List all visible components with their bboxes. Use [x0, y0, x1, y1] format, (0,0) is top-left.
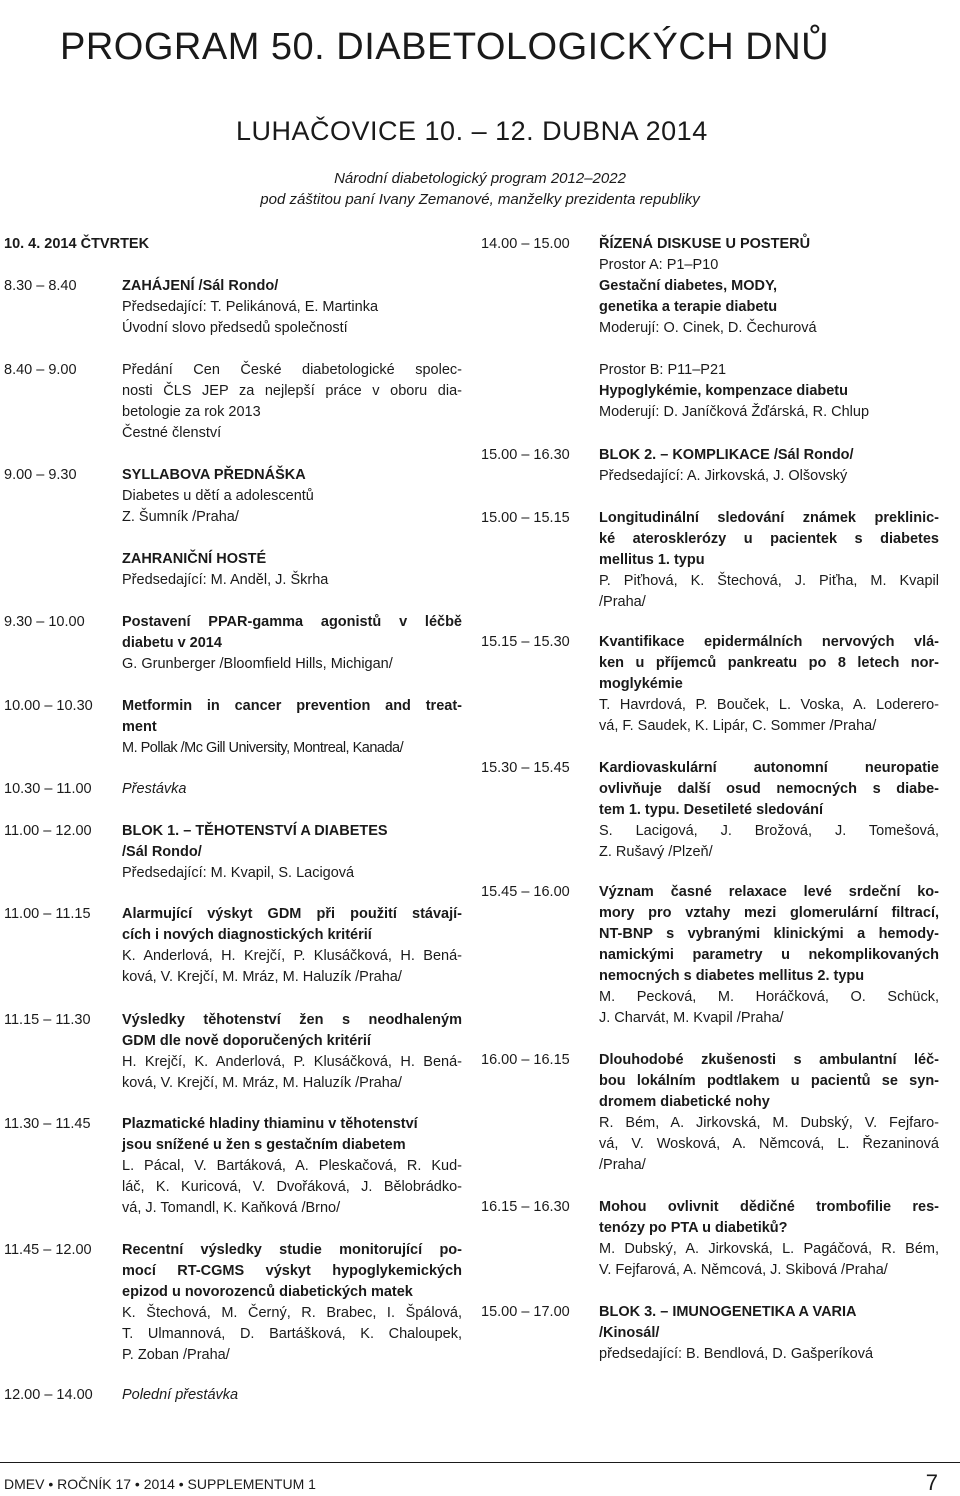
talk-title: mellitus 1. typu	[599, 552, 705, 568]
talk-title: ment	[122, 719, 157, 735]
talk-authors: P. Piťhová, K. Štechová, J. Piťha, M. Kvapil	[599, 573, 939, 589]
talk-title: tem 1. typu. Desetileté sledování	[599, 802, 824, 818]
session-body	[122, 360, 462, 444]
poster-topic: genetika a terapie diabetu	[599, 299, 778, 315]
talk-title: Kardiovaskulární autonomní neuropatie	[599, 760, 939, 776]
talk-body	[122, 904, 462, 988]
block-title: BLOK 2. – KOMPLIKACE /Sál Rondo/	[599, 447, 854, 463]
talk-time: 11.45 – 12.00	[4, 1242, 92, 1258]
talk-body	[599, 508, 939, 613]
block-chairs: Předsedající: M. Kvapil, S. Lacigová	[122, 865, 355, 881]
session-time: 8.40 – 9.00	[4, 362, 77, 378]
talk-title: ken u příjemců pankreatu po 8 letech nor-	[599, 655, 939, 671]
talk-authors: vá, J. Tomandl, K. Kaňková /Brno/	[122, 1200, 341, 1216]
talk-title: ovlivňuje další osud nemocných s diabe-	[599, 781, 939, 797]
talk-title: Metformin in cancer prevention and treat-	[122, 698, 462, 714]
talk-time: 10.00 – 10.30	[4, 698, 93, 714]
session-title: ŘÍZENÁ DISKUSE U POSTERŮ	[599, 236, 811, 252]
poster-topic: Gestační diabetes, MODY,	[599, 278, 778, 294]
session-time: 11.00 – 12.00	[4, 823, 92, 839]
talk-title: jsou snížené u žen s gestačním diabetem	[122, 1137, 406, 1153]
talk-time: 11.15 – 11.30	[4, 1012, 91, 1028]
session-body	[599, 234, 939, 423]
session-text: nosti ČLS JEP za nejlepší práce v oboru dia-	[122, 383, 462, 399]
talk-time: 15.30 – 15.45	[481, 760, 570, 776]
talk-authors: vá, F. Saudek, K. Lipár, C. Sommer /Praha/	[599, 718, 877, 734]
session-body	[122, 779, 462, 800]
talk-title: Výsledky těhotenství žen s neodhaleným	[122, 1012, 462, 1028]
page-subtitle: LUHAČOVICE 10. – 12. DUBNA 2014	[236, 116, 708, 146]
talk-title: Mohou ovlivnit dědičné trombofilie res-	[599, 1199, 939, 1215]
talk-time: 15.00 – 15.15	[481, 510, 570, 526]
talk-authors: V. Fejfarová, A. Němcová, J. Skibová /Praha/	[599, 1262, 888, 1278]
talk-body	[122, 612, 462, 675]
talk-title: Recentní výsledky studie monitorující po-	[122, 1242, 462, 1258]
talk-title: epizod u novorozenců diabetických matek	[122, 1284, 413, 1300]
session-body	[122, 1385, 462, 1406]
talk-time: 9.30 – 10.00	[4, 614, 85, 630]
session-time: 15.00 – 16.30	[481, 447, 570, 463]
session-authors: Z. Šumník /Praha/	[122, 509, 239, 525]
talk-authors: H. Krejčí, K. Anderlová, P. Klusáčková, H. Bená-	[122, 1054, 462, 1070]
talk-body	[122, 1010, 462, 1094]
day-title: 10. 4. 2014 ČTVRTEK	[4, 236, 150, 252]
talk-body	[599, 1050, 939, 1176]
talk-title: bou lokálním podtlakem u pacientů se syn-	[599, 1073, 939, 1089]
talk-authors: láč, K. Kuricová, V. Dvořáková, J. Bělobrádko-	[122, 1179, 462, 1195]
talk-authors: K. Štechová, M. Černý, R. Brabec, I. Špálová,	[122, 1305, 462, 1321]
block-title: BLOK 3. – IMUNOGENETIKA A VARIA	[599, 1304, 857, 1320]
poster-moderators: Moderují: O. Cinek, D. Čechurová	[599, 320, 817, 336]
talk-title: ké aterosklerózy u pacientek s diabetes	[599, 531, 939, 547]
block-room: /Kinosál/	[599, 1325, 660, 1341]
session-body	[599, 1302, 939, 1365]
patronage-line: pod záštitou paní Ivany Zemanové, manželky prezidenta republiky	[260, 191, 700, 208]
talk-authors: R. Bém, A. Jirkovská, M. Dubský, V. Fejfaro-	[599, 1115, 939, 1131]
talk-authors: T. Ulmannová, D. Bartášková, K. Chaloupek,	[122, 1326, 462, 1342]
talk-title: diabetu v 2014	[122, 635, 222, 651]
talk-title: moglykémie	[599, 676, 683, 692]
talk-time: 16.15 – 16.30	[481, 1199, 570, 1215]
session-time: 12.00 – 14.00	[4, 1387, 93, 1403]
talk-authors: J. Charvát, M. Kvapil /Praha/	[599, 1010, 784, 1026]
talk-title: tenózy po PTA u diabetiků?	[599, 1220, 788, 1236]
poster-moderators: Moderují: D. Janíčková Žďárská, R. Chlup	[599, 404, 870, 420]
talk-time: 11.00 – 11.15	[4, 906, 91, 922]
block-chairs: předsedající: B. Bendlová, D. Gašperíková	[599, 1346, 874, 1362]
talk-title: Longitudinální sledování známek preklinic-	[599, 510, 939, 526]
talk-body	[599, 882, 939, 1029]
journal-citation: DMEV • ROČNÍK 17 • 2014 • SUPPLEMENTUM 1	[4, 1476, 316, 1492]
talk-title: mocí RT-CGMS výskyt hypoglykemických	[122, 1263, 462, 1279]
talk-title: dromem diabetické nohy	[599, 1094, 770, 1110]
session-chairs: Předsedající: T. Pelikánová, E. Martinka	[122, 299, 379, 315]
session-note: Úvodní slovo předsedů společností	[122, 320, 348, 336]
session-text: betologie za rok 2013	[122, 404, 261, 420]
session-body	[599, 445, 939, 487]
talk-authors: M. Pecková, M. Horáčková, O. Schück,	[599, 989, 939, 1005]
session-body	[122, 821, 462, 884]
talk-body	[122, 1114, 462, 1219]
session-time: 15.00 – 17.00	[481, 1304, 570, 1320]
talk-body	[599, 758, 939, 863]
talk-title: cích i nových diagnostických kritérií	[122, 927, 372, 943]
session-title: SYLLABOVA PŘEDNÁŠKA	[122, 467, 306, 483]
talk-title: mory pro vztahy mezi glomerulární filtrací,	[599, 905, 939, 921]
talk-authors: vá, V. Wosková, A. Němcová, L. Řezaninová	[599, 1136, 939, 1152]
block-title: BLOK 1. – TĚHOTENSTVÍ A DIABETES	[122, 823, 388, 839]
page-number: 7	[925, 1470, 938, 1495]
talk-authors: M. Dubský, A. Jirkovská, L. Pagáčová, R. Bém,	[599, 1241, 939, 1257]
talk-title: Alarmující výskyt GDM při použití stávají-	[122, 906, 462, 922]
talk-time: 16.00 – 16.15	[481, 1052, 570, 1068]
talk-authors: ková, V. Krejčí, M. Mráz, M. Haluzík /Praha/	[122, 1075, 402, 1091]
talk-title: GDM dle nově doporučených kritérií	[122, 1033, 371, 1049]
talk-body	[122, 696, 462, 759]
talk-authors: L. Pácal, V. Bartáková, A. Pleskačová, R. Kud-	[122, 1158, 462, 1174]
poster-room: Prostor B: P11–P21	[599, 362, 727, 378]
talk-title: nemocných s diabetes mellitus 2. typu	[599, 968, 865, 984]
talk-authors: /Praha/	[599, 1157, 646, 1173]
session-title: ZAHÁJENÍ /Sál Rondo/	[122, 278, 279, 294]
break-label: Přestávka	[122, 781, 187, 797]
session-title: ZAHRANIČNÍ HOSTÉ	[122, 551, 267, 567]
talk-time: 15.45 – 16.00	[481, 884, 570, 900]
session-chairs: Předsedající: M. Anděl, J. Škrha	[122, 572, 329, 588]
page-title: PROGRAM 50. DIABETOLOGICKÝCH DNŮ	[60, 26, 830, 68]
talk-time: 11.30 – 11.45	[4, 1116, 91, 1132]
talk-authors: K. Anderlová, H. Krejčí, P. Klusáčková, H. Bená-	[122, 948, 462, 964]
talk-authors: P. Zoban /Praha/	[122, 1347, 230, 1363]
session-text: Čestné členství	[122, 425, 222, 441]
session-time: 9.00 – 9.30	[4, 467, 77, 483]
block-room: /Sál Rondo/	[122, 844, 202, 860]
talk-time: 15.15 – 15.30	[481, 634, 570, 650]
talk-title: Dlouhodobé zkušenosti s ambulantní léč-	[599, 1052, 939, 1068]
talk-body	[122, 1240, 462, 1366]
talk-title: Postavení PPAR-gamma agonistů v léčbě	[122, 614, 462, 630]
talk-title: Plazmatické hladiny thiaminu v těhotenství	[122, 1116, 418, 1132]
poster-room: Prostor A: P1–P10	[599, 257, 719, 273]
talk-title: Kvantifikace epidermálních nervových vlá-	[599, 634, 939, 650]
talk-authors: T. Havrdová, P. Bouček, L. Voska, A. Loderero-	[599, 697, 939, 713]
poster-topic: Hypoglykémie, kompenzace diabetu	[599, 383, 848, 399]
talk-title: NT-BNP s vybranými klinickými a hemody-	[599, 926, 939, 942]
talk-authors: ková, V. Krejčí, M. Mráz, M. Haluzík /Praha/	[122, 969, 402, 985]
talk-body	[599, 1197, 939, 1281]
session-time: 8.30 – 8.40	[4, 278, 77, 294]
session-time: 10.30 – 11.00	[4, 781, 92, 797]
footer-divider	[0, 1462, 960, 1463]
talk-authors: S. Lacigová, J. Brožová, J. Tomešová,	[599, 823, 939, 839]
block-chairs: Předsedající: A. Jirkovská, J. Olšovský	[599, 468, 848, 484]
session-text: Diabetes u dětí a adolescentů	[122, 488, 314, 504]
session-body	[122, 465, 462, 591]
session-text: Předání Cen České diabetologické spolec-	[122, 362, 462, 378]
talk-body	[599, 632, 939, 737]
talk-authors: /Praha/	[599, 594, 646, 610]
session-body	[122, 276, 462, 339]
session-time: 14.00 – 15.00	[481, 236, 570, 252]
page-footer	[0, 1462, 960, 1496]
talk-authors: G. Grunberger /Bloomfield Hills, Michigan/	[122, 656, 393, 672]
program-line: Národní diabetologický program 2012–2022	[334, 170, 626, 187]
talk-authors: M. Pollak /Mc Gill University, Montreal, Kanada/	[122, 740, 404, 756]
talk-authors: Z. Rušavý /Plzeň/	[599, 844, 713, 860]
talk-title: namickými parametry u nekomplikovaných	[599, 947, 939, 963]
talk-title: Význam časné relaxace levé srdeční ko-	[599, 884, 939, 900]
break-label: Polední přestávka	[122, 1387, 239, 1403]
